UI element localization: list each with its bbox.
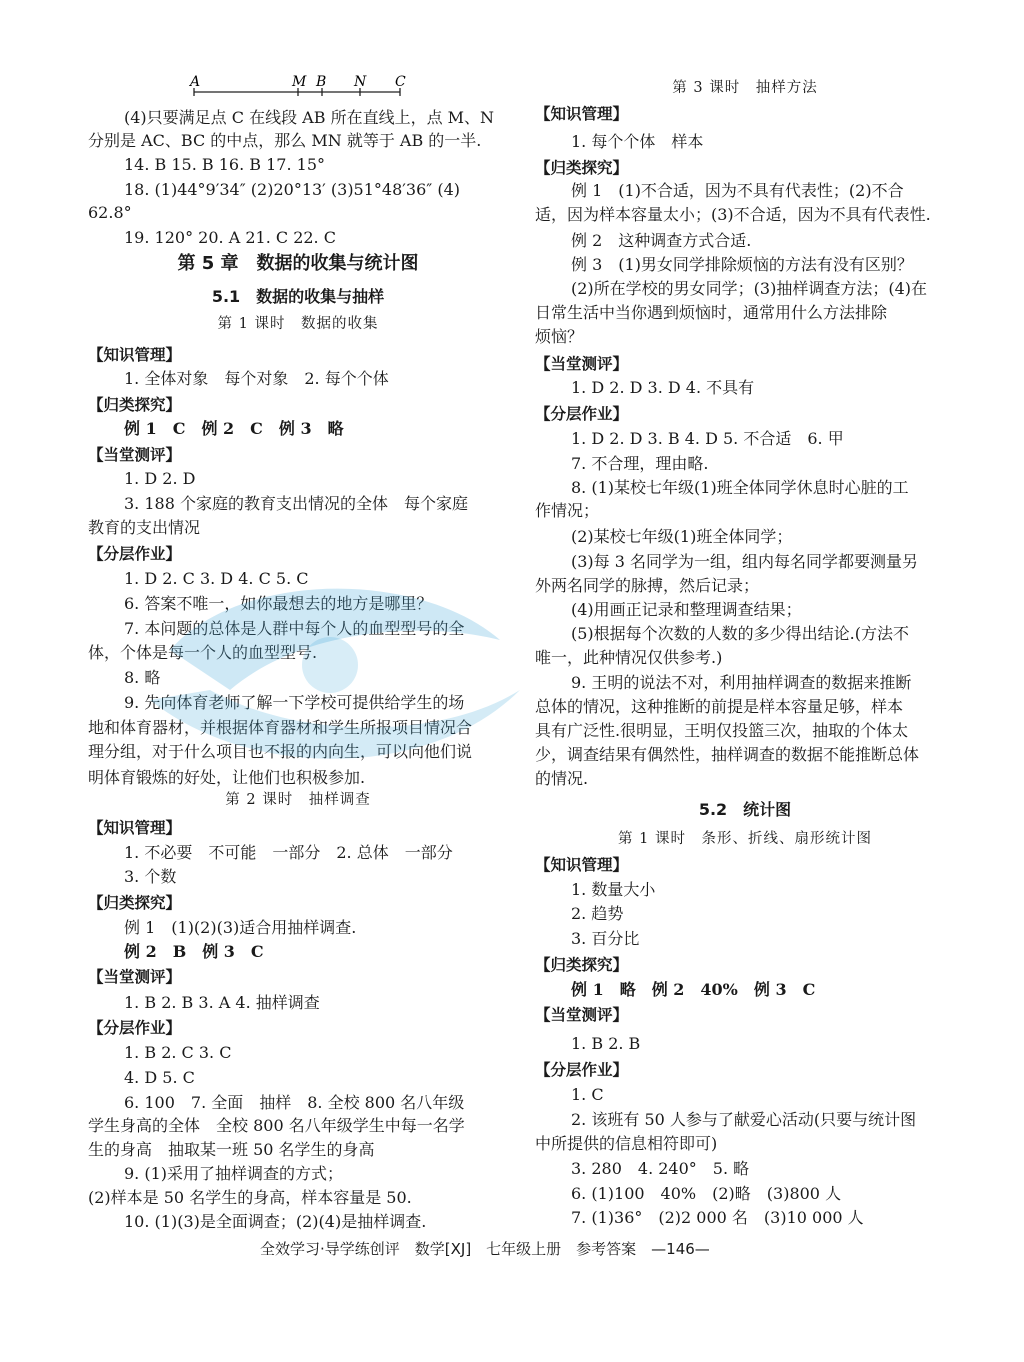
right-text-line: 具有广泛性.很明显，王明仅投篮三次，抽取的个体太 bbox=[535, 721, 909, 740]
left-text-line: 地和体育器材，并根据体育器材和学生所报项目情况合 bbox=[88, 718, 473, 737]
right-heading: 【知识管理】 bbox=[535, 105, 629, 123]
right-text-line: 的情况. bbox=[535, 769, 589, 788]
right-heading: 【分层作业】 bbox=[535, 1061, 629, 1079]
left-text-line: 8. 略 bbox=[124, 668, 161, 687]
left-text-line: (4)只要满足点 C 在线段 AB 所在直线上，点 M、N bbox=[124, 108, 495, 127]
left-text-line: 9. (1)采用了抽样调查的方式； bbox=[124, 1164, 344, 1183]
right-text-line: 7. 不合理，理由略. bbox=[571, 454, 709, 473]
point-label-a: A bbox=[190, 74, 201, 90]
left-text-line: 6. 100 7. 全面 抽样 8. 全校 800 名八年级 bbox=[124, 1093, 465, 1112]
page-footer: 全效学习·导学练创评 数学[XJ] 七年级上册 参考答案 —146— bbox=[260, 1240, 710, 1258]
right-text-line: 1. B 2. B bbox=[571, 1034, 641, 1053]
right-text-line: 例 3 (1)男女同学排除烦恼的方法有没有区别？ bbox=[571, 255, 913, 274]
point-label-m: M bbox=[292, 74, 307, 90]
right-text-line: (3)每 3 名同学为一组，组内每名同学都要测量另 bbox=[571, 552, 919, 571]
right-text-line: 1. D 2. D 3. B 4. D 5. 不合适 6. 甲 bbox=[571, 429, 844, 448]
left-text-line: 教育的支出情况 bbox=[88, 518, 201, 537]
right-text-line: 外两名同学的脉搏，然后记录； bbox=[535, 576, 760, 595]
left-text-line: 3. 个数 bbox=[124, 867, 177, 886]
right-heading: 【归类探究】 bbox=[535, 956, 629, 974]
point-label-n: N bbox=[354, 74, 367, 90]
right-text-line: (2)所在学校的男女同学；(3)抽样调查方法；(4)在 bbox=[571, 279, 927, 298]
left-text-line: 4. D 5. C bbox=[124, 1068, 195, 1087]
right-text-line: 总体的情况，这种推断的前提是样本容量足够，样本 bbox=[535, 697, 904, 716]
right-text-line: 3. 百分比 bbox=[571, 929, 640, 948]
right-text-line: 烦恼？ bbox=[535, 327, 584, 346]
right-heading: 【当堂测评】 bbox=[535, 355, 629, 373]
left-text-line: 1. 全体对象 每个对象 2. 每个个体 bbox=[124, 369, 389, 388]
left-heading: 【分层作业】 bbox=[88, 545, 182, 563]
left-text-line: 生的身高 抽取某一班 50 名学生的身高 bbox=[88, 1140, 375, 1159]
left-text-line: 分别是 AC、BC 的中点，那么 MN 就等于 AB 的一半. bbox=[88, 131, 482, 150]
right-text-line: 5.2 统计图 bbox=[698, 800, 792, 819]
right-text-line: 例 1 (1)不合适，因为不具有代表性；(2)不合 bbox=[571, 181, 904, 200]
left-text-line: 例 1 (1)(2)(3)适合用抽样调查. bbox=[124, 918, 357, 937]
right-text-line: 作情况； bbox=[535, 501, 600, 520]
right-text-line: 1. 每个个体 样本 bbox=[571, 132, 704, 151]
right-text-line: 7. (1)36° (2)2 000 名 (3)10 000 人 bbox=[571, 1208, 864, 1227]
left-heading: 【知识管理】 bbox=[88, 819, 182, 837]
left-heading: 【分层作业】 bbox=[88, 1019, 182, 1037]
right-text-line: 2. 趋势 bbox=[571, 904, 624, 923]
right-text-line: 1. 数量大小 bbox=[571, 880, 656, 899]
left-heading: 【当堂测评】 bbox=[88, 968, 182, 986]
right-text-line: 唯一，此种情况仅供参考.) bbox=[535, 648, 723, 667]
right-text-line: 适，因为样本容量太小；(3)不合适，因为不具有代表性. bbox=[535, 205, 931, 224]
point-label-b: B bbox=[316, 74, 327, 90]
left-text-line: 62.8° bbox=[88, 203, 132, 222]
left-text-line: 14. B 15. B 16. B 17. 15° bbox=[124, 155, 326, 174]
left-text-line: 19. 120° 20. A 21. C 22. C bbox=[124, 228, 336, 247]
left-heading: 【当堂测评】 bbox=[88, 446, 182, 464]
left-text-line: 学生身高的全体 全校 800 名八年级学生中每一名学 bbox=[88, 1116, 465, 1135]
right-text-line: 中所提供的信息相符即可) bbox=[535, 1134, 718, 1153]
right-heading: 【知识管理】 bbox=[535, 856, 629, 874]
right-text-line: 9. 王明的说法不对，利用抽样调查的数据来推断 bbox=[571, 673, 912, 692]
left-text-line: 明体育锻炼的好处，让他们也积极参加. bbox=[88, 768, 366, 787]
left-text-line: (2)样本是 50 名学生的身高，样本容量是 50. bbox=[88, 1188, 412, 1207]
right-text-line: 日常生活中当你遇到烦恼时，通常用什么方法排除 bbox=[535, 303, 888, 322]
right-text-line: 第 3 课时 抽样方法 bbox=[672, 80, 818, 96]
left-text-line: 5.1 数据的收集与抽样 bbox=[211, 287, 385, 306]
right-text-line: (5)根据每个次数的人数的多少得出结论.(方法不 bbox=[571, 624, 909, 643]
left-text-line: 7. 本问题的总体是人群中每个人的血型型号的全 bbox=[124, 619, 465, 638]
left-text-line: 10. (1)(3)是全面调查；(2)(4)是抽样调查. bbox=[124, 1212, 427, 1231]
left-text-line: 1. B 2. C 3. C bbox=[124, 1043, 232, 1062]
left-text-line: 9. 先向体育老师了解一下学校可提供给学生的场 bbox=[124, 693, 465, 712]
left-text-line: 6. 答案不唯一，如你最想去的地方是哪里？ bbox=[124, 594, 433, 613]
right-text-line: (4)用画正记录和整理调查结果； bbox=[571, 600, 802, 619]
right-text-line: 2. 该班有 50 人参与了献爱心活动(只要与统计图 bbox=[571, 1110, 917, 1129]
left-text-line: 第 1 课时 数据的收集 bbox=[217, 316, 379, 332]
left-text-line: 第 2 课时 抽样调查 bbox=[225, 792, 371, 808]
right-heading: 【分层作业】 bbox=[535, 405, 629, 423]
left-text-line: 例 1 C 例 2 C 例 3 略 bbox=[124, 419, 344, 438]
left-text-line: 理分组，对于什么项目也不报的内向生，可以向他们说 bbox=[88, 742, 473, 761]
right-text-line: 1. D 2. D 3. D 4. 不具有 bbox=[571, 378, 755, 397]
left-text-line: 体，个体是每一个人的血型型号. bbox=[88, 643, 318, 662]
left-heading: 【知识管理】 bbox=[88, 346, 182, 364]
right-text-line: 6. (1)100 40% (2)略 (3)800 人 bbox=[571, 1184, 842, 1203]
right-text-line: 例 1 略 例 2 40% 例 3 C bbox=[571, 980, 816, 999]
left-text-line: 1. B 2. B 3. A 4. 抽样调查 bbox=[124, 993, 320, 1012]
left-text-line: 1. D 2. C 3. D 4. C 5. C bbox=[124, 569, 309, 588]
point-label-c: C bbox=[395, 74, 406, 90]
left-text-line: 例 2 B 例 3 C bbox=[124, 942, 264, 961]
right-text-line: 第 1 课时 条形、折线、扇形统计图 bbox=[618, 831, 872, 847]
left-text-line: 3. 188 个家庭的教育支出情况的全体 每个家庭 bbox=[124, 494, 468, 513]
right-text-line: 例 2 这种调查方式合适. bbox=[571, 231, 752, 250]
left-text-line: 1. 不必要 不可能 一部分 2. 总体 一部分 bbox=[124, 843, 453, 862]
right-heading: 【归类探究】 bbox=[535, 159, 629, 177]
left-heading: 【归类探究】 bbox=[88, 894, 182, 912]
right-text-line: (2)某校七年级(1)班全体同学； bbox=[571, 527, 793, 546]
right-text-line: 1. C bbox=[571, 1085, 604, 1104]
left-text-line: 1. D 2. D bbox=[124, 469, 196, 488]
left-text-line: 18. (1)44°9′34″ (2)20°13′ (3)51°48′36″ (4) bbox=[124, 180, 460, 199]
right-text-line: 少，调查结果有偶然性，抽样调查的数据不能推断总体 bbox=[535, 745, 920, 764]
left-heading: 【归类探究】 bbox=[88, 396, 182, 414]
right-text-line: 3. 280 4. 240° 5. 略 bbox=[571, 1159, 750, 1178]
right-text-line: 8. (1)某校七年级(1)班全体同学休息时心脏的工 bbox=[571, 478, 909, 497]
left-text-line: 第 5 章 数据的收集与统计图 bbox=[177, 253, 419, 274]
segment-diagram bbox=[188, 74, 408, 102]
right-heading: 【当堂测评】 bbox=[535, 1006, 629, 1024]
